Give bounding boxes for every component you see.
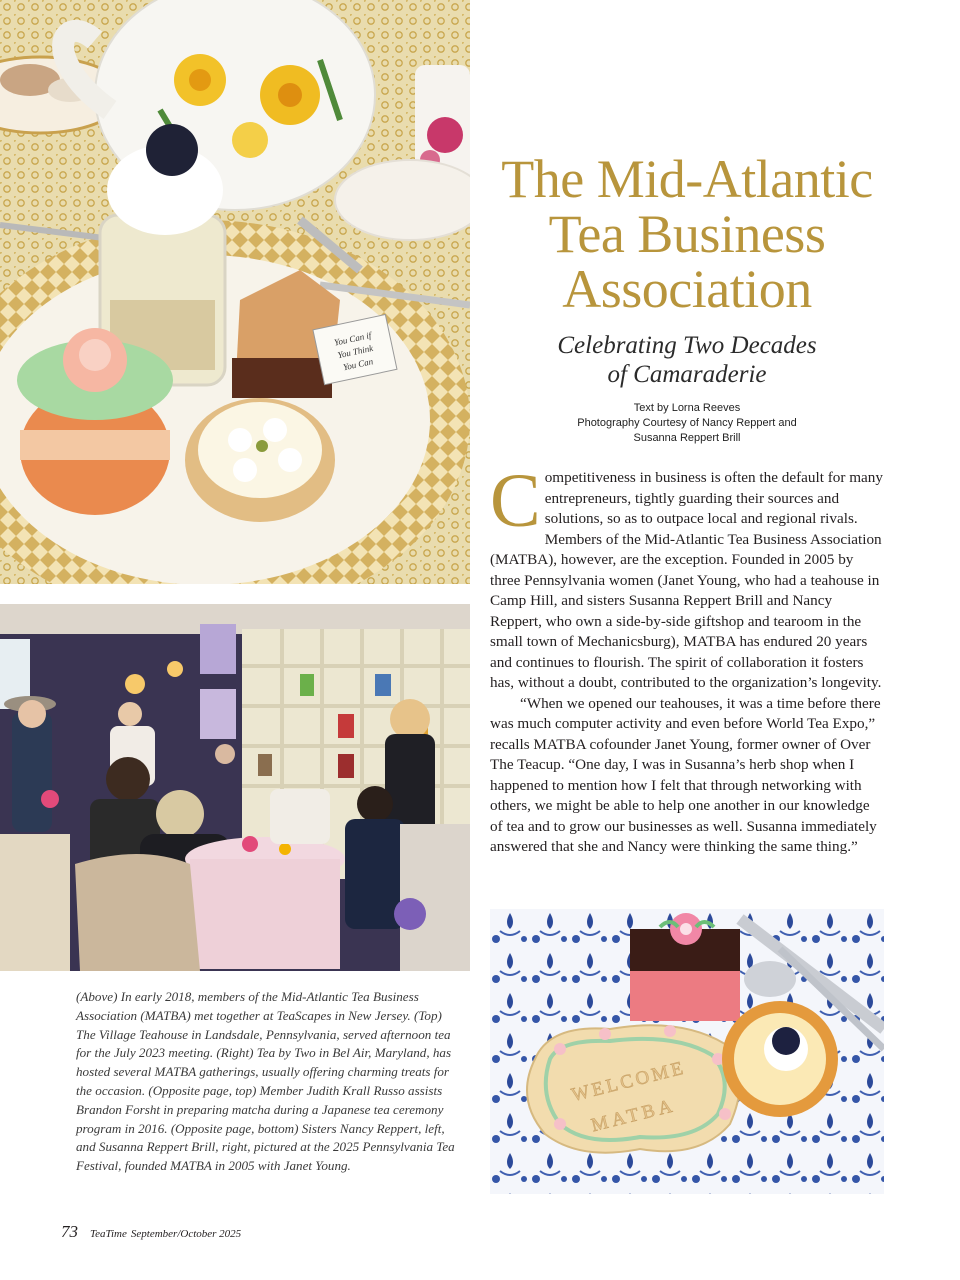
paragraph-2: “When we opened our teahouses, it was a time before there was much computer activity and even before World Tea Expo,” recalls MATBA cofounder Janet Young, former owner of Over The Teacup. “One day, I was in Susanna’s herb shop when I happened to mention how I felt that through networking with others, we might be able to help one another in our knowledge of tea and to grow our businesses as well. Susanna immediately answered that she and Nancy were thinking the same thing.” <box>490 694 881 855</box>
issue-date: September/October 2025 <box>130 1228 242 1240</box>
title-line-3: Association <box>562 259 812 319</box>
title-line-1: The Mid-Atlantic <box>501 149 873 209</box>
photo-meeting-room <box>0 604 470 971</box>
paragraph-1-text: ompetitiveness in business is often the default for many entrepreneurs, tightly guarding their sources and solutions, so as to outpace local and regional rivals. Members of the Mid-Atlantic Tea Business Association (MATBA), however, are the exception. Founded in 2005 by three Pennsylvania women (Janet Young, who had a teahouse in Camp Hill, and sisters Susanna Reppert Brill and Nancy Reppert, who own a side-by-side giftshop and tearoom in the small town of Mechanicsburg), MATBA has endured 20 years and continues to flourish. The spirit of collaboration it fosters has, without a doubt, contributed to the organization’s longevity. <box>490 469 883 691</box>
credit-text: Text by Lorna Reeves <box>633 402 741 414</box>
cookie-text-matba: MATBA <box>589 1095 679 1137</box>
article-subtitle <box>490 331 884 389</box>
tea-tag-line-3: You Can <box>342 356 375 373</box>
photo-welcome-cookies <box>490 909 884 1194</box>
cookie-text-welcome: WELCOME <box>569 1057 688 1107</box>
tea-tag-line-2: You Think <box>336 342 374 361</box>
photo-dessert-plate <box>0 0 470 584</box>
article-body <box>490 459 884 858</box>
subtitle-line-1: Celebrating Two Decades <box>557 332 817 359</box>
credit-photo-2: Susanna Reppert Brill <box>633 432 741 444</box>
article-title <box>490 149 884 319</box>
magazine-name: TeaTime <box>90 1228 127 1240</box>
article-credits <box>490 401 884 446</box>
page-number: 73 <box>61 1222 78 1241</box>
paragraph-1 <box>490 459 884 694</box>
tea-tag-line-1: You Can if <box>333 330 373 348</box>
subtitle-line-2: of Camaraderie <box>607 361 767 388</box>
page-footer <box>61 1222 241 1242</box>
credit-photo-1: Photography Courtesy of Nancy Reppert and <box>577 417 797 429</box>
title-line-2: Tea Business <box>548 204 826 264</box>
photo-caption: (Above) In early 2018, members of the Mid-Atlantic Tea Business Association (MATBA) met together at TeaScapes in New Jersey. (Top) The Village Teahouse in Landsdale, Pennsylvania, served afternoon tea for the July 2023 meeting. (Right) Tea by Two in Bel Air, Maryland, has hosted several MATBA gatherings, usually offering charming treats for the occasion. (Opposite page, top) Member Judith Krall Russo assists Brandon Forsht in preparing matcha during a Japanese tea ceremony program in 2016. (Opposite page, bottom) Sisters Nancy Reppert, left, and Susanna Reppert Brill, right, pictured at the 2025 Pennsylvania Tea Festival, founded MATBA in 2005 with Janet Young. <box>76 989 455 1174</box>
drop-cap: C <box>490 459 541 543</box>
